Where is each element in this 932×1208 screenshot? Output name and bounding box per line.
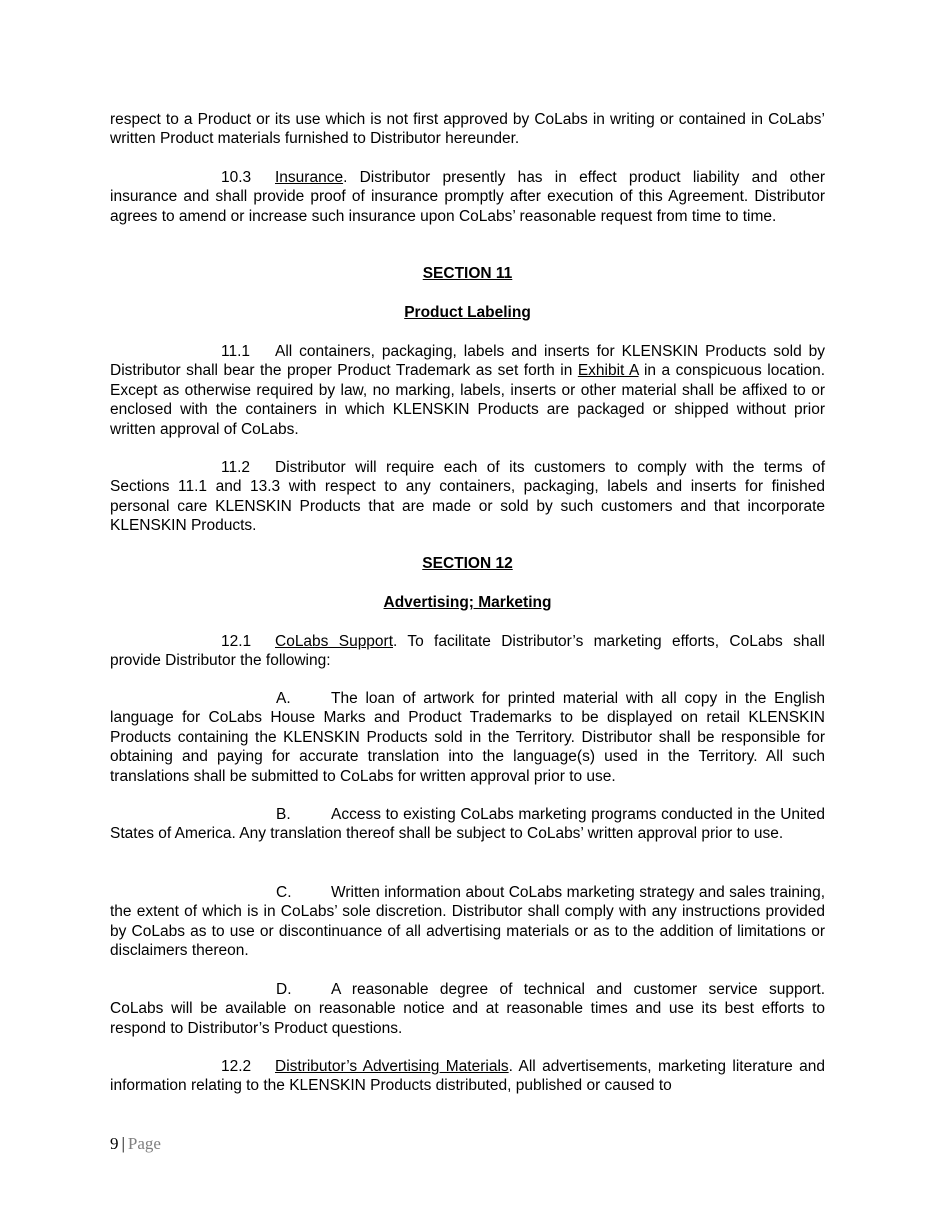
clause-number: 12.1 xyxy=(221,633,252,650)
clause-text: Distributor will require each of its customers to comply with the terms of Sections 11.1 and 13.3 with respect to any containers, packaging, labels and inserts for finished personal care KLENSKIN Products that are made or sold by such customers and that incorporate KLENSKIN Products. xyxy=(110,459,825,535)
item-text: A reasonable degree of technical and customer service support. CoLabs will be available on reasonable notice and at reasonable times and use its best efforts to respond to Distributor’s Product questions. xyxy=(110,981,825,1037)
section-12-2 xyxy=(110,1057,825,1096)
section-12-heading: SECTION 12 xyxy=(422,555,513,572)
item-text: Access to existing CoLabs marketing programs conducted in the United States of America. Any translation thereof shall be subject to CoLabs’ written approval prior to use. xyxy=(110,806,825,843)
page-label: Page xyxy=(127,1134,161,1153)
clause-title: Insurance xyxy=(275,169,344,186)
section-11-heading: SECTION 11 xyxy=(422,265,513,282)
exhibit-a-reference: Exhibit A xyxy=(577,362,639,380)
item-text: The loan of artwork for printed material with all copy in the English language for CoLabs House Marks and Product Trademarks to be displayed on retail KLENSKIN Products containing the KLENSKIN Products sold in the Territory. Distributor shall be responsible for obtaining and paying for accurate translation into the language(s) used in the Territory. All such translations shall be submitted to CoLabs for written approval prior to use. xyxy=(110,690,825,785)
clause-text-a: All containers, packaging, labels and inserts for KLENSKIN Products sold by Distributor shall bear the proper Product Trademark as set forth in xyxy=(110,343,825,380)
item-letter: D. xyxy=(276,981,292,998)
section-12-title: Advertising; Marketing xyxy=(383,594,552,611)
page-number: 9 xyxy=(110,1134,119,1153)
item-c xyxy=(110,883,825,961)
item-d xyxy=(110,980,825,1038)
item-letter: B. xyxy=(276,806,291,823)
item-b xyxy=(110,805,825,844)
clause-text: . To facilitate Distributor’s marketing efforts, CoLabs shall provide Distributor the following: xyxy=(110,633,825,670)
item-letter: A. xyxy=(276,690,291,707)
clause-text-b: in a conspicuous location. Except as otherwise required by law, no marking, labels, inserts or other material shall be affixed to or enclosed with the containers in which KLENSKIN Products are packaged or shipped without prior written approval of CoLabs. xyxy=(110,362,826,438)
section-12-1 xyxy=(110,632,825,671)
clause-number: 11.2 xyxy=(221,459,251,476)
section-11-1 xyxy=(110,342,825,439)
item-letter: C. xyxy=(276,884,292,901)
clause-title: Distributor’s Advertising Materials xyxy=(275,1058,509,1075)
clause-number: 10.3 xyxy=(221,169,252,186)
section-11-title: Product Labeling xyxy=(404,304,531,321)
clause-text: . All advertisements, marketing literature and information relating to the KLENSKIN Products distributed, published or caused to xyxy=(110,1058,825,1095)
footer-separator: | xyxy=(121,1134,125,1153)
page-footer xyxy=(110,1134,161,1153)
section-10-3 xyxy=(110,168,825,226)
paragraph-continuation: respect to a Product or its use which is not first approved by CoLabs in writing or contained in CoLabs’ written Product materials furnished to Distributor hereunder. xyxy=(110,111,825,148)
item-a xyxy=(110,689,825,786)
clause-number: 11.1 xyxy=(221,343,251,360)
item-text: Written information about CoLabs marketing strategy and sales training, the extent of which is in CoLabs’ sole discretion. Distributor shall comply with any instructions provided by CoLabs as to use or discontinuance of all advertising materials or as to the addition of limitations or disclaimers thereon. xyxy=(110,884,825,960)
clause-text: . Distributor presently has in effect product liability and other insurance and shall provide proof of insurance promptly after execution of this Agreement. Distributor agrees to amend or increase such insurance upon CoLabs’ reasonable request from time to time. xyxy=(110,169,825,225)
clause-number: 12.2 xyxy=(221,1058,252,1075)
section-11-2 xyxy=(110,458,825,536)
clause-title: CoLabs Support xyxy=(275,633,394,650)
